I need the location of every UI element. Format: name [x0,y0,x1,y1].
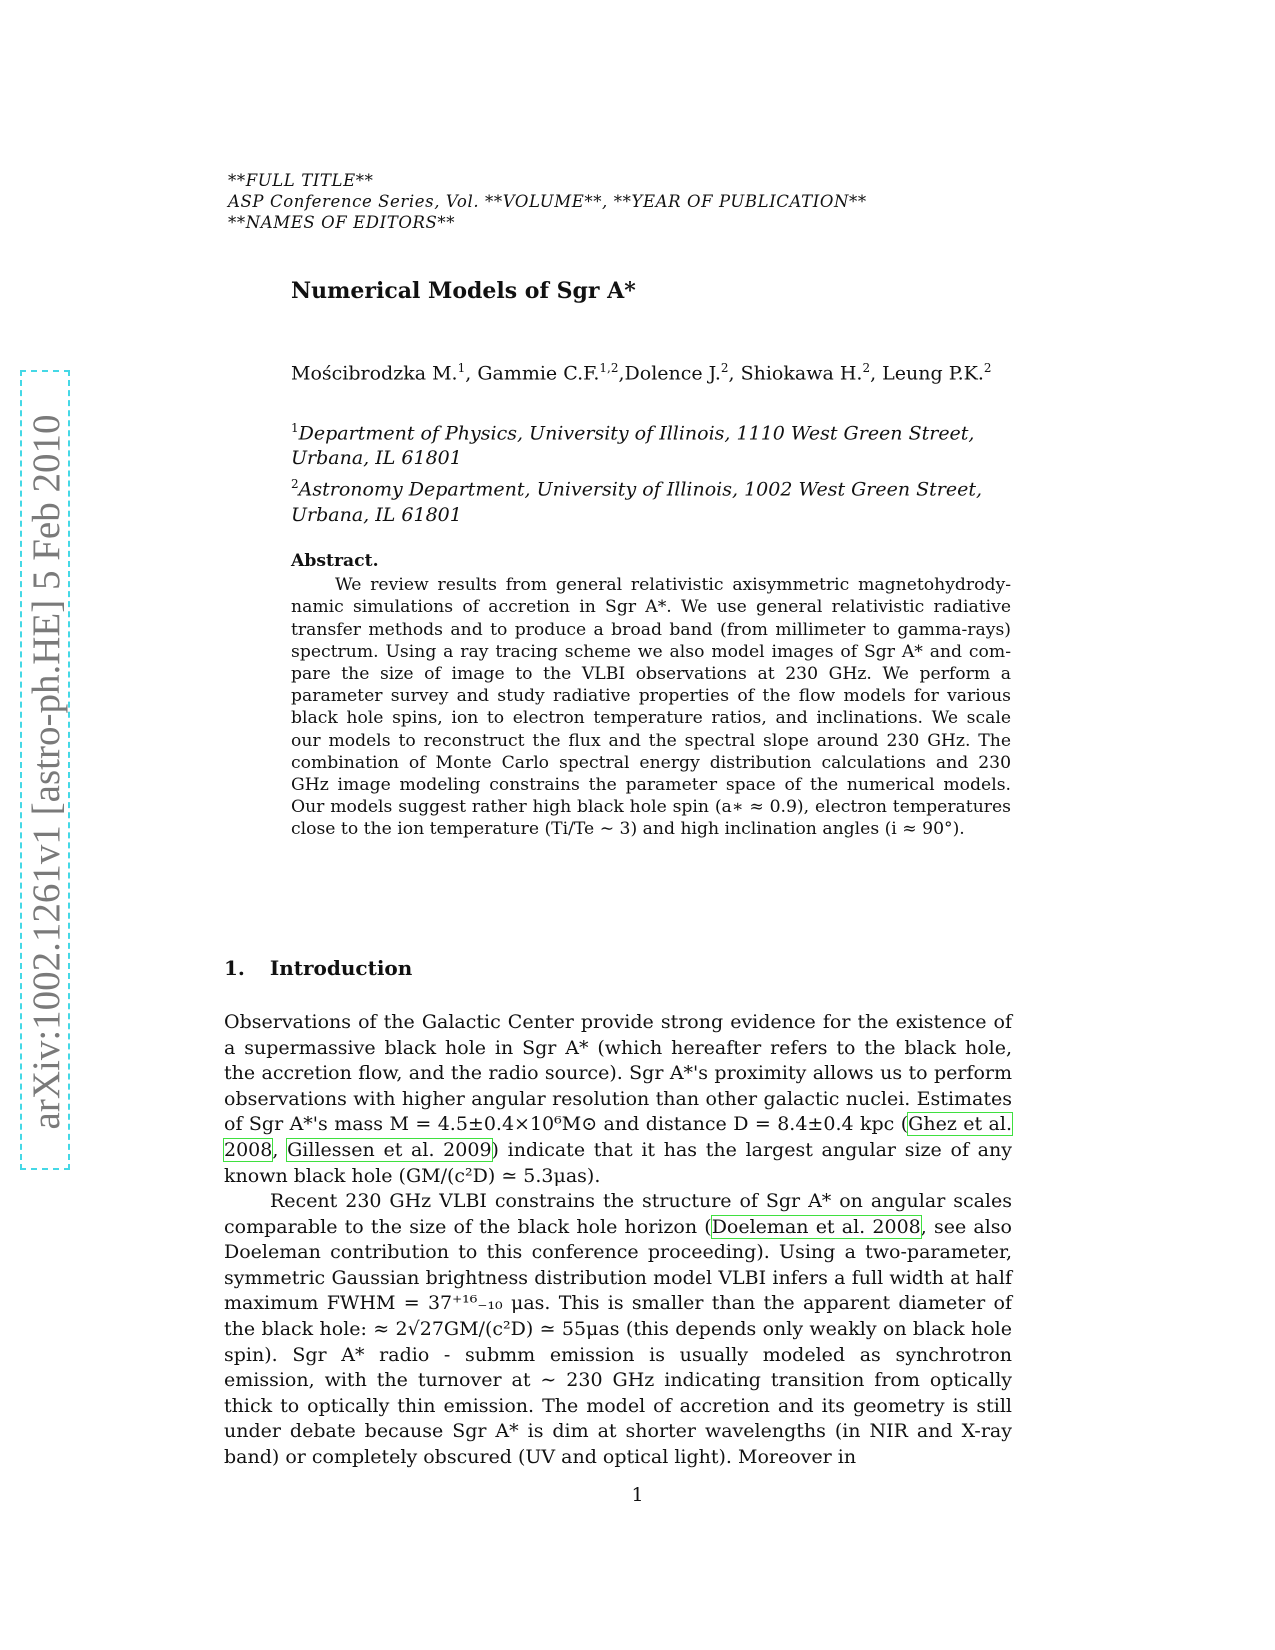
author-name: , Shiokawa H. [728,362,863,385]
author-affil-mark: 1 [457,361,466,375]
abstract [291,550,1011,841]
affiliation-text: Department of Physics, University of Illinois, 1110 West Green Street, Urbana, IL 61801 [291,422,975,470]
author-affil-mark: 2 [720,361,729,375]
citation-separator: , [272,1138,288,1161]
author-name: Mościbrodzka M. [291,362,458,385]
author-list [291,356,1011,386]
author-name: , Leung P.K. [870,362,984,385]
affiliation-2 [291,472,1011,527]
author-affil-mark: 1,2 [599,361,619,375]
author-name: , Gammie C.F. [465,362,600,385]
affiliation-mark: 2 [291,477,299,492]
paragraph-text: Recent 230 GHz VLBI constrains the structure of Sgr A* on angular scales comparable to the size of the black hole horizon ( [224,1190,1012,1238]
paragraph-text: , see also Doeleman contribution to this conference proceeding). Using a two-parameter, symmetric Gaussian brightness distribution model VLBI infers a full width at half maximum FWHM = 37⁺¹⁶₋₁₀ μas. This is smaller than the apparent diameter of the black hole: ≈ 2√27GM/(c²D) ≃ 55μas (this depends only weakly on black hole spin). Sgr A* radio - submm emission is usually modeled as synchrotron emission, with the turnover at ∼ 230 GHz indicating transition from optically thick to optically thin emission. The model of accretion and its geometry is still under debate because Sgr A* is dim at shorter wavelengths (in NIR and X-ray band) or completely obscured (UV and optical light). Moreover in [224,1215,1012,1468]
author-affil-mark: 2 [862,361,871,375]
intro-paragraph-1 [224,1010,1012,1189]
affiliation-text: Astronomy Department, University of Illinois, 1002 West Green Street, Urbana, IL 61801 [291,478,983,526]
paragraph-text: Observations of the Galactic Center provide strong evidence for the existence of a supermassive black hole in Sgr A* (which hereafter refers to the black hole, the accretion flow, and the radio source). Sgr A*'s proximity allows us to perform observations with higher angular resolution than other galactic nuclei. Estimates of Sgr A*'s mass M = 4.5±0.4×10⁶M⊙ and distance D = 8.4±0.4 kpc ( [224,1011,1012,1136]
paragraph-text: ) indicate that it has the largest angular size of any known black hole (GM/(c²D) ≃ 5.3μas). [224,1138,1012,1187]
page-number: 1 [631,1484,644,1506]
author-affil-mark: 2 [983,361,992,375]
paper-title: Numerical Models of Sgr A* [291,278,636,304]
header-series: ASP Conference Series, Vol. **VOLUME**, **YEAR OF PUBLICATION** [228,192,867,211]
affiliation-1 [291,416,1011,471]
section-heading [224,956,412,980]
section-title: Introduction [269,956,413,980]
conference-header [228,170,867,233]
abstract-body: We review results from general relativistic axisymmetric magnetohydrodynamic simulations of accretion in Sgr A*. We use general relativistic radiative transfer methods and to produce a broad band (from millimeter to gamma-rays) spectrum. Using a ray tracing scheme we also model images of Sgr A* and compare the size of image to the VLBI observations at 230 GHz. We perform a parameter survey and study radiative properties of the flow models for various black hole spins, ion to electron temperature ratios, and inclinations. We scale our models to reconstruct the flux and the spectral slope around 230 GHz. The combination of Monte Carlo spectral energy distribution calculations and 230 GHz image modeling constrains the parameter space of the numerical models. Our models suggest rather high black hole spin (a∗ ≈ 0.9), electron temperatures close to the ion temperature (Ti/Te ∼ 3) and high inclination angles (i ≈ 90°). [291,575,1011,840]
citation-link[interactable]: Ghez et al. 2008 [224,1113,1012,1161]
header-editors: **NAMES OF EDITORS** [228,213,456,232]
header-full-title: **FULL TITLE** [228,171,374,190]
affiliations [291,416,1011,528]
intro-paragraph-2 [224,1189,1012,1471]
arxiv-sidebar [20,370,70,1170]
author-name: ,Dolence J. [618,362,721,385]
arxiv-identifier: arXiv:1002.1261v1 [astro-ph.HE] 5 Feb 2010 [25,414,68,1130]
citation-link[interactable]: Gillessen et al. 2009 [287,1138,492,1161]
section-number: 1. [224,956,245,980]
abstract-heading: Abstract. [291,551,379,571]
affiliation-mark: 1 [291,421,299,435]
citation-link[interactable]: Doeleman et al. 2008 [711,1215,921,1238]
